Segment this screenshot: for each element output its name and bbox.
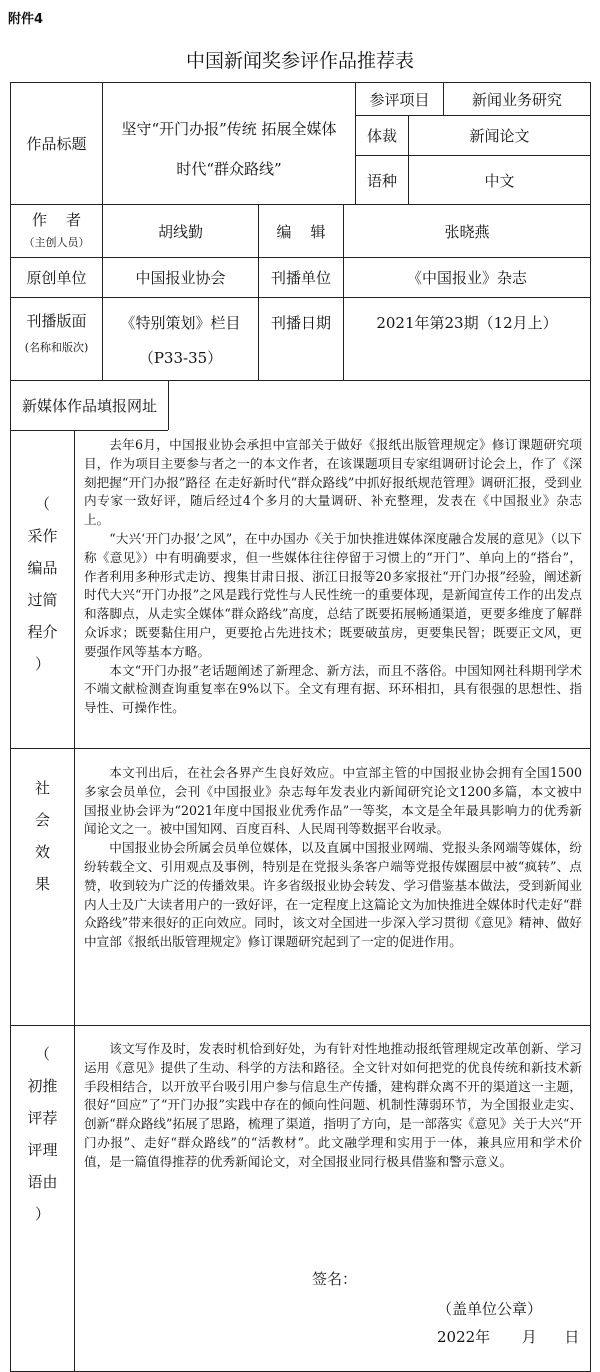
editor-label: 编 辑: [276, 222, 326, 241]
language-label: 语种: [366, 171, 397, 190]
sign-date-day: 日: [564, 1328, 580, 1346]
publish-page-line2: （P33-35）: [138, 349, 223, 367]
effect-text: [84, 764, 582, 952]
review-label-char: ）: [34, 1205, 50, 1223]
language-value: 中文: [484, 171, 515, 190]
process-label-char: 编品: [27, 559, 58, 577]
author-label-sub: （主创人员）: [23, 236, 90, 249]
new-media-url-label: 新媒体作品填报网址: [21, 397, 157, 415]
genre-label: 体裁: [366, 127, 397, 145]
review-paragraph: 该文写作及时，发表时机恰到好处，为有针对性地推动报纸管理规定改革创新、学习运用《意见》提供了生动、科学的方法和路径。全文针对如何把党的优良传统和新技术新手段相结合，以开放平台吸引用户参与信息生产传播，建构群众离不开的渠道这一主题，很好“回应”了“开门办报”实践中存在的倾向性问题、机制性薄弱环节，为全国报业走实、创新“群众路线”拓展了思路，梳理了渠道，指明了方向，是一部落实《意见》关于大兴“开门办报”、走好“群众路线”的“活教材”。此文融学理和实用于一体，兼具应用和学术价值，是一篇值得推荐的优秀新闻论文，对全国报业同行极具借鉴和警示意义。: [84, 1041, 582, 1169]
process-label-char: 过简: [27, 591, 58, 609]
effect-label-char: 社: [34, 779, 50, 797]
origin-unit-value: 中国报业协会: [135, 269, 226, 287]
effect-paragraph: 中国报业协会所属会员单位媒体，以及直属中国报业网端、党报头条网端等媒体，纷纷转载全文、引用观点及事例，特别是在党报头条客户端等党报传媒圈层中被“疯转”、点赞，收到较为广泛的传播效果。许多省级报业协会转发、学习借鉴基本做法，受到新闻业内人士及广大读者用户的一致好评，在一定程度上这篇论文为加快推进全媒体时代走好“群众路线”带来很好的正向效应。同时，该文对全国进一步深入学习贯彻《意见》精神、做好中宣部《报纸出版管理规定》修订课题研究起到了一定的促进作用。: [84, 840, 582, 950]
publish-page-line1: 《特别策划》栏目: [120, 314, 241, 332]
effect-section-label: [11, 772, 74, 900]
process-paragraph: “大兴‘开门办报’之风”，在中办国办《关于加快推进媒体深度融合发展的意见》（以下称《意见》）中有明确要求，但一些媒体往往停留于习惯上的“开门”、单向上的“搭台”，作者利用多种形式走访、搜集甘肃日报、浙江日报等20多家报社“开门办报”经验，阐述新时代大兴“开门办报”之风是践行党性与人民性统一的重要体现，是新闻宣传工作的出发点和落脚点，从走实全媒体“群众路线”高度，总结了既要拓展畅通渠道，更要多维度了解群众诉求；既要黏住用户，更要抢占先进技术；既要破茧房，更要集民智；既要正文风，更要强作风等基本方略。: [84, 530, 582, 659]
review-label-char: 语由: [27, 1173, 58, 1191]
publish-unit-label: 刊播单位: [270, 269, 331, 287]
process-label-char: ）: [34, 655, 50, 673]
work-title-label: 作品标题: [26, 135, 87, 153]
publish-unit-value: 《中国报业》杂志: [406, 269, 527, 287]
review-label-char: 评荐: [27, 1109, 58, 1127]
publish-date-value: 2021年第23期（12月上）: [376, 314, 558, 332]
review-label-char: （: [34, 1045, 50, 1063]
category-label: 参评项目: [369, 90, 430, 109]
process-paragraph: 本文“开门办报”老话题阐述了新理念、新方法，而且不落俗。中国知网社科期刊学术不端文献检测查询重复率在9%以下。全文有理有据、环环相扣，具有很强的思想性、指导性、可操作性。: [84, 662, 582, 716]
work-title-line2: 时代“群众路线”: [176, 160, 282, 178]
review-text: [84, 1040, 582, 1172]
publish-date-label: 刊播日期: [270, 314, 331, 332]
attachment-label: 附件4: [8, 12, 44, 27]
process-paragraph: 去年6月，中国报业协会承担中宣部关于做好《报纸出版管理规定》修订课题研究项目，作为项目主要参与者之一的本文作者，在该课题项目专家组调研讨论会上，作了《深刻把握“开门办报”路径 在走好新时代“群众路线”中抓好报纸规范管理》调研汇报，受到业内专家一致好评，随后经过4个多月的大量调研、补充整理，发表在《中国报业》杂志上。: [84, 437, 582, 528]
effect-label-char: 会: [34, 811, 50, 829]
sign-date-year: 2022年: [437, 1328, 491, 1346]
process-label-char: （: [34, 495, 50, 513]
publish-page-label-sub: (名称和版次): [24, 341, 89, 354]
author-label-main: 作 者: [31, 211, 82, 229]
process-label-char: 采作: [27, 527, 58, 545]
process-text: [84, 436, 582, 718]
category-value: 新闻业务研究: [471, 90, 562, 109]
page-title: 中国新闻奖参评作品推荐表: [185, 50, 414, 72]
work-title-line1: 坚守“开门办报”传统 拓展全媒体: [121, 120, 337, 138]
signature-label: 签名：: [312, 1270, 358, 1288]
review-label-char: 评理: [27, 1141, 58, 1159]
publish-page-label: [11, 310, 102, 355]
genre-value: 新闻论文: [469, 127, 530, 145]
sign-date: [437, 1326, 579, 1347]
effect-label-char: 效: [34, 843, 50, 861]
sign-date-month: 月: [521, 1328, 537, 1346]
publish-page-label-main: 刊播版面: [26, 312, 87, 330]
author-label: [11, 209, 102, 250]
review-label-char: 初推: [27, 1077, 58, 1095]
seal-note: （盖单位公章）: [437, 1300, 543, 1318]
origin-unit-label: 原创单位: [26, 269, 87, 287]
editor-value: 张晓燕: [444, 222, 490, 241]
author-value: 胡线勤: [157, 222, 203, 241]
review-section-label: [11, 1038, 74, 1230]
effect-label-char: 果: [34, 875, 50, 893]
effect-paragraph: 本文刊出后，在社会各界产生良好效应。中宣部主管的中国报业协会拥有全国1500多家会员单位，会刊《中国报业》杂志每年发表业内新闻研究论文1200多篇，本文被中国报业协会评为“2021年度中国报业优秀作品”一等奖，本文是全年最具影响力的优秀新闻论文之一。被中国知网、百度百科、人民周刊等数据平台收录。: [84, 765, 582, 837]
process-section-label: [11, 488, 74, 680]
process-label-char: 程介: [27, 623, 58, 641]
